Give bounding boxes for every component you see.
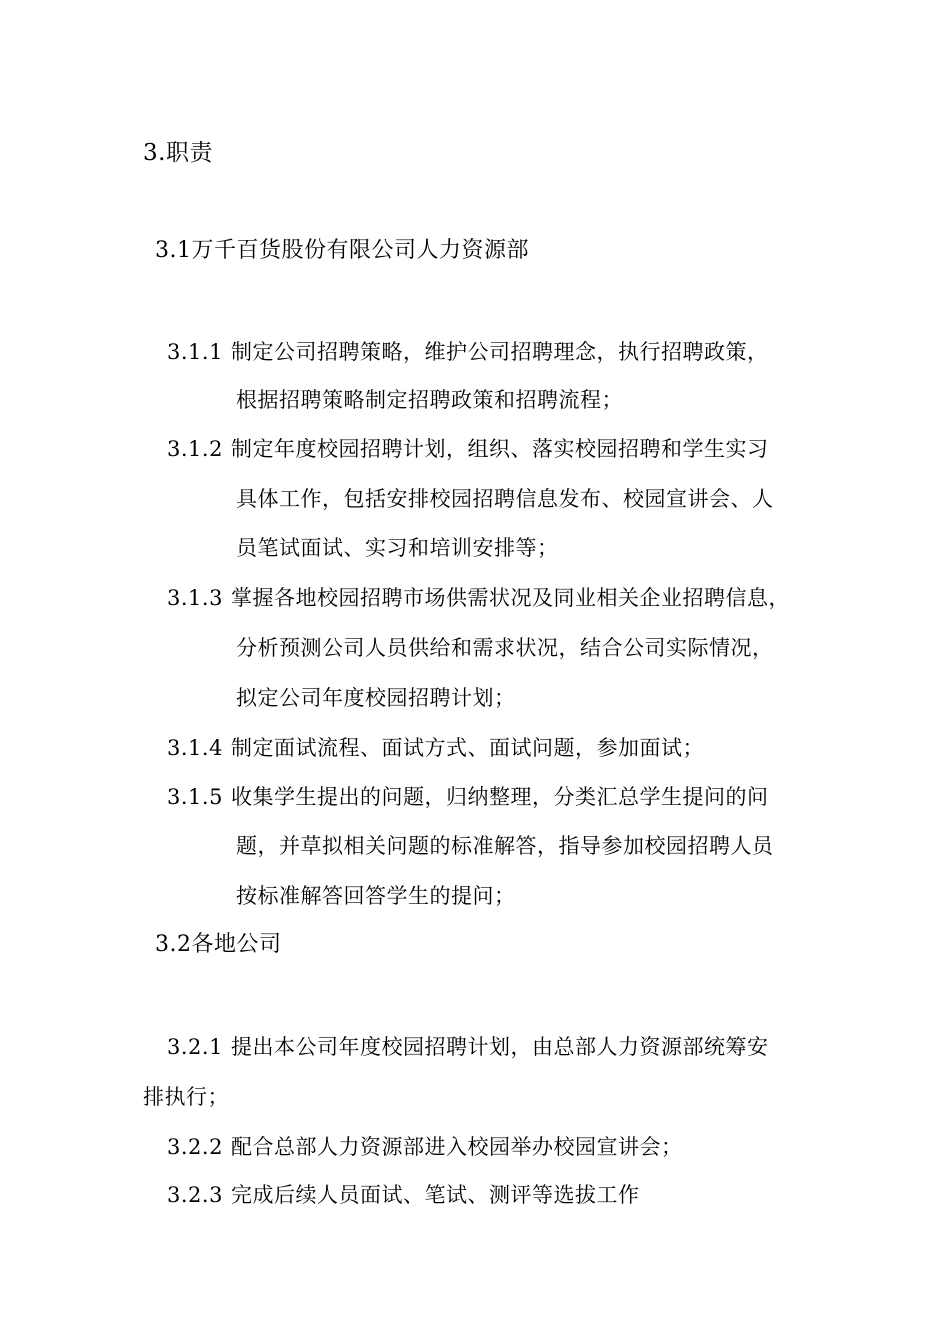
section-title: 3.职责 [143, 140, 213, 166]
item-3-1-1-label: 3.1.1 [167, 340, 223, 364]
item-3-1-4-line: 制定面试流程、面试方式、面试问题，参加面试； [231, 736, 704, 760]
item-3-1-5-label: 3.1.5 [167, 785, 223, 809]
item-3-1-3-line: 分析预测公司人员供给和需求状况，结合公司实际情况， [236, 636, 774, 660]
item-3-1-5-line: 收集学生提出的问题，归纳整理，分类汇总学生提问的问 [231, 785, 769, 809]
item-3-2-2-line: 配合总部人力资源部进入校园举办校园宣讲会； [231, 1135, 683, 1159]
item-3-1-2-line: 具体工作，包括安排校园招聘信息发布、校园宣讲会、人 [236, 487, 774, 511]
item-3-1-3-line: 掌握各地校园招聘市场供需状况及同业相关企业招聘信息， [231, 586, 790, 610]
item-3-1-3-line: 拟定公司年度校园招聘计划； [236, 686, 516, 710]
item-3-2-3-line: 完成后续人员面试、笔试、测评等选拔工作 [231, 1183, 640, 1207]
item-3-1-2-label: 3.1.2 [167, 437, 223, 461]
item-3-1-2-line: 制定年度校园招聘计划，组织、落实校园招聘和学生实习 [231, 437, 769, 461]
item-3-1-3-label: 3.1.3 [167, 586, 223, 610]
item-3-2-3-label: 3.2.3 [167, 1183, 223, 1207]
item-3-1-2-line: 员笔试面试、实习和培训安排等； [236, 536, 559, 560]
item-3-1-1-line: 制定公司招聘策略，维护公司招聘理念，执行招聘政策， [231, 340, 769, 364]
item-3-2-1-line: 提出本公司年度校园招聘计划，由总部人力资源部统筹安 [231, 1035, 769, 1059]
item-3-1-5-line: 按标准解答回答学生的提问； [236, 884, 516, 908]
subsection-title-3-1: 3.1万千百货股份有限公司人力资源部 [155, 238, 529, 263]
item-3-2-1-line: 排执行； [143, 1085, 229, 1109]
item-3-1-4-label: 3.1.4 [167, 736, 223, 760]
item-3-1-5-line: 题，并草拟相关问题的标准解答，指导参加校园招聘人员 [236, 834, 774, 858]
item-3-1-1-line: 根据招聘策略制定招聘政策和招聘流程； [236, 388, 623, 412]
item-3-2-2-label: 3.2.2 [167, 1135, 223, 1159]
item-3-2-1-label: 3.2.1 [167, 1035, 223, 1059]
subsection-title-3-2: 3.2各地公司 [155, 932, 282, 957]
